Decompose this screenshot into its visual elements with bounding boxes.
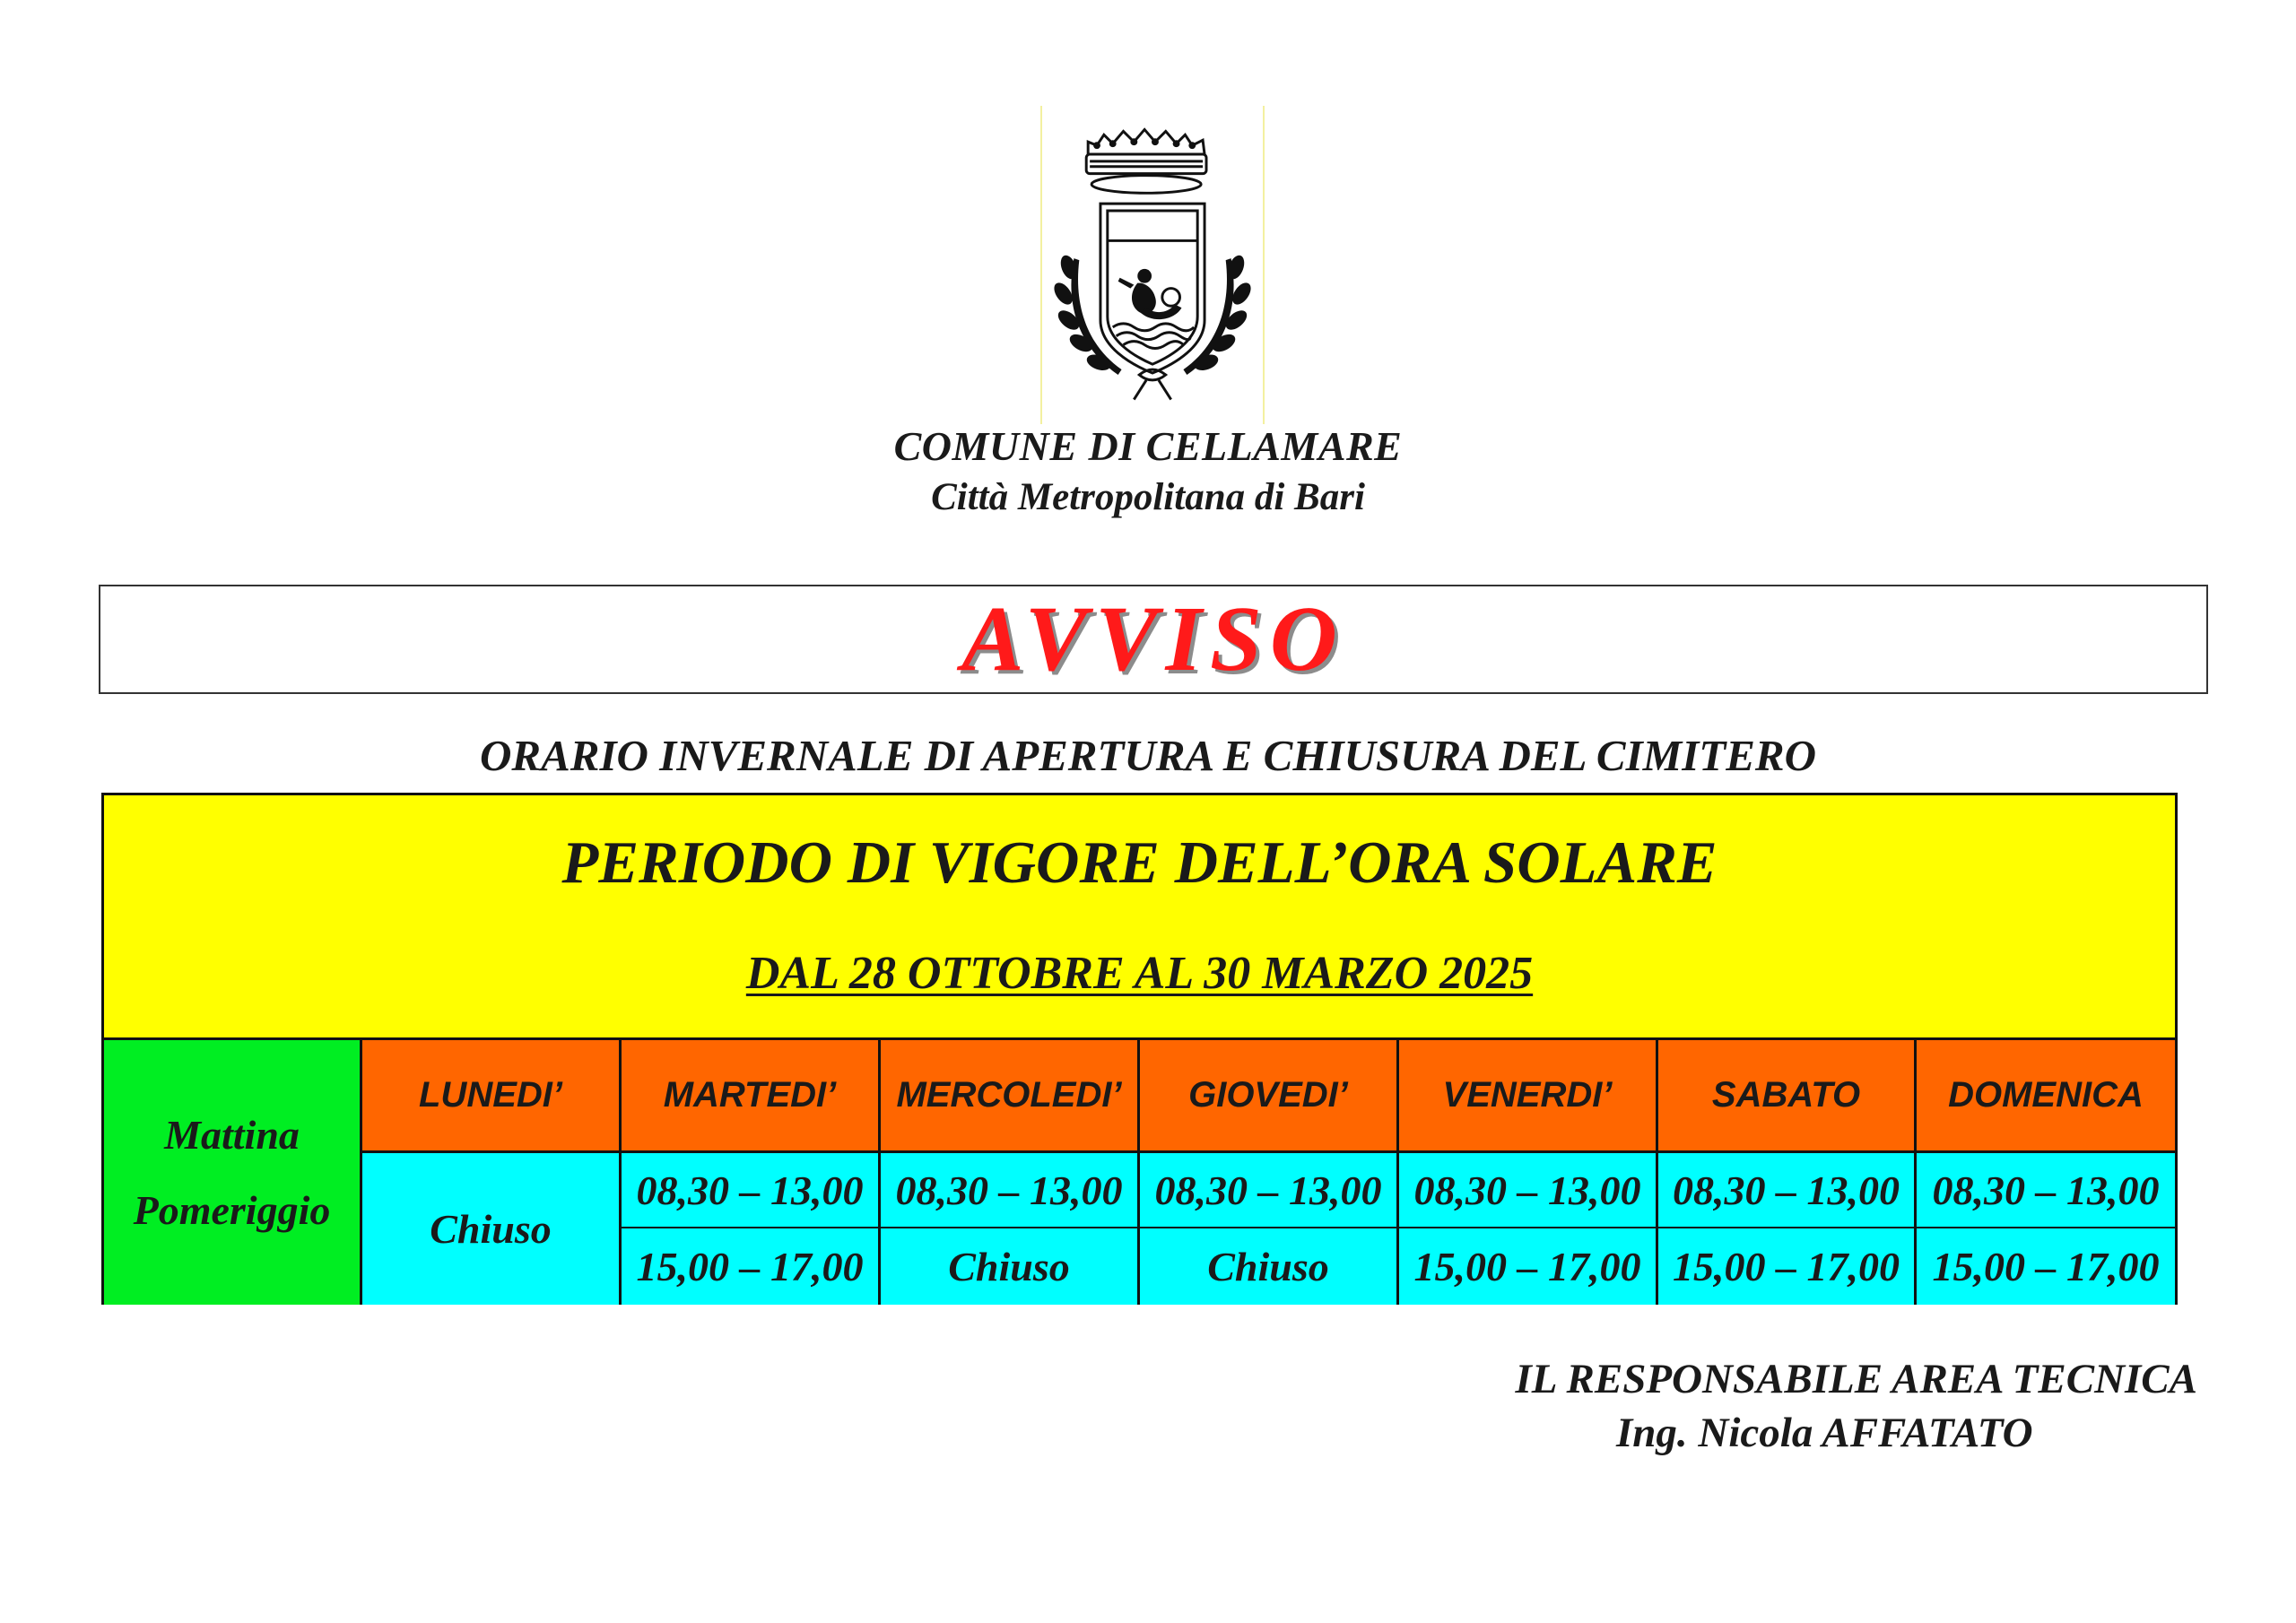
afternoon-tuesday: 15,00 – 17,00 xyxy=(622,1228,881,1305)
day-header-thursday: GIOVEDI’ xyxy=(1140,1040,1399,1153)
monday-closed-cell: Chiuso xyxy=(362,1153,622,1305)
row-label-afternoon: Pomeriggio xyxy=(133,1186,331,1233)
morning-tuesday: 08,30 – 13,00 xyxy=(622,1153,881,1228)
period-title: PERIODO DI VIGORE DELL’ORA SOLARE xyxy=(561,829,1718,896)
morning-sunday: 08,30 – 13,00 xyxy=(1917,1153,2175,1228)
period-dates: DAL 28 OTTOBRE AL 30 MARZO 2025 xyxy=(745,948,1534,999)
comune-name: COMUNE DI CELLAMARE xyxy=(893,423,1403,469)
afternoon-thursday: Chiuso xyxy=(1140,1228,1399,1305)
day-header-monday: LUNEDI’ xyxy=(362,1040,622,1153)
morning-thursday: 08,30 – 13,00 xyxy=(1140,1153,1399,1228)
morning-saturday: 08,30 – 13,00 xyxy=(1658,1153,1917,1228)
signature-block xyxy=(1426,1352,2233,1460)
day-header-saturday: SABATO xyxy=(1658,1040,1917,1153)
row-label-morning: Mattina xyxy=(164,1111,300,1158)
day-header-tuesday: MARTEDI’ xyxy=(622,1040,881,1153)
signature-name: Ing. Nicola AFFATATO xyxy=(1616,1410,2033,1456)
coat-of-arms-emblem xyxy=(1040,106,1265,424)
schedule-table xyxy=(101,793,2178,1305)
afternoon-wednesday: Chiuso xyxy=(881,1228,1140,1305)
notice-title: AVVISO xyxy=(961,587,1345,690)
afternoon-friday: 15,00 – 17,00 xyxy=(1399,1228,1658,1305)
schedule-grid xyxy=(104,1037,2175,1305)
afternoon-saturday: 15,00 – 17,00 xyxy=(1658,1228,1917,1305)
day-header-wednesday: MERCOLEDI’ xyxy=(881,1040,1140,1153)
day-header-friday: VENERDI’ xyxy=(1399,1040,1658,1153)
day-header-sunday: DOMENICA xyxy=(1917,1040,2175,1153)
afternoon-sunday: 15,00 – 17,00 xyxy=(1917,1228,2175,1305)
row-labels-cell xyxy=(104,1040,362,1305)
comune-subtitle: Città Metropolitana di Bari xyxy=(931,476,1365,518)
morning-friday: 08,30 – 13,00 xyxy=(1399,1153,1658,1228)
notice-subtitle: ORARIO INVERNALE DI APERTURA E CHIUSURA DEL CIMITERO xyxy=(480,731,1816,780)
signature-title: IL RESPONSABILE AREA TECNICA xyxy=(1515,1356,2197,1402)
notice-title-box xyxy=(99,585,2208,694)
morning-wednesday: 08,30 – 13,00 xyxy=(881,1153,1140,1228)
